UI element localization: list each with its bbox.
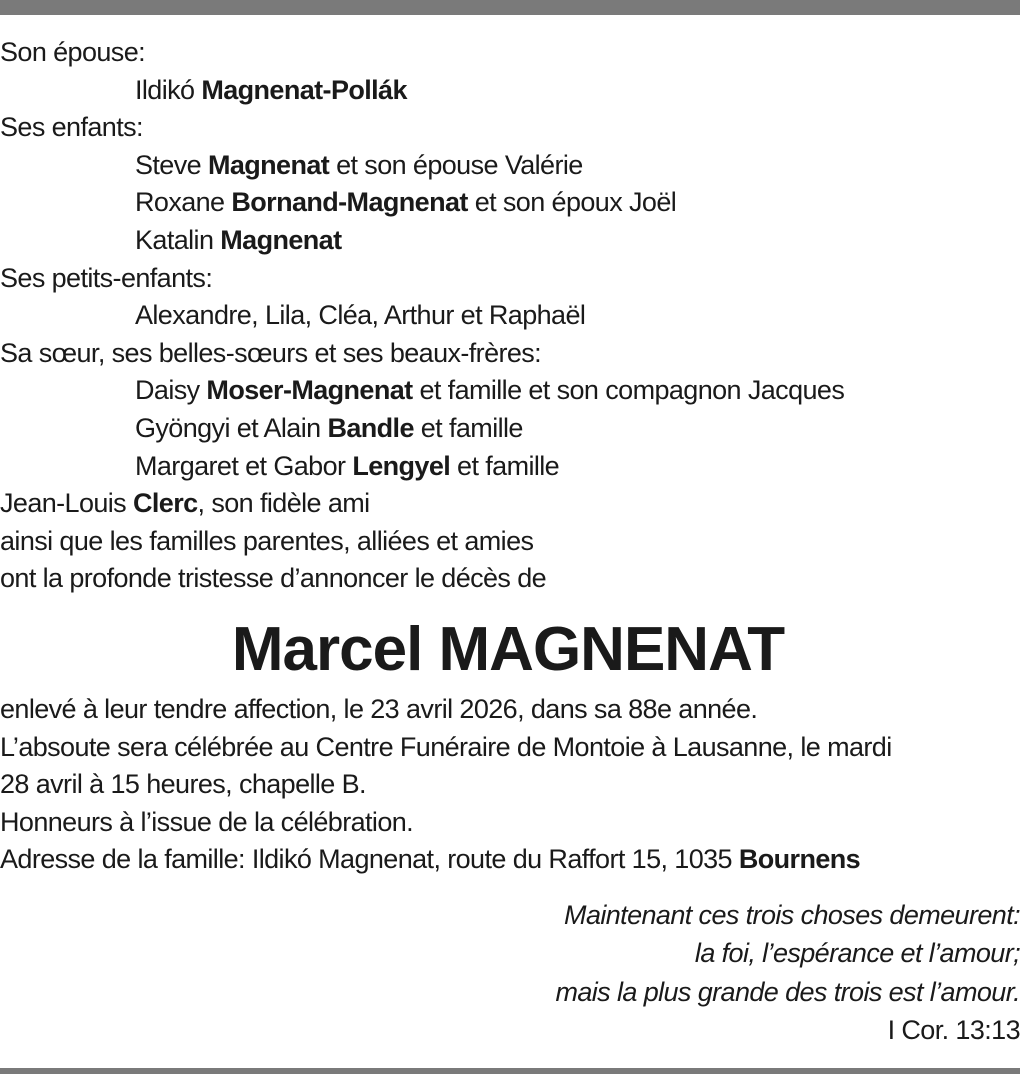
family-address [0, 841, 1020, 879]
child-last-name: Magnenat [220, 224, 342, 255]
families-line: ainsi que les familles parentes, alliées et amies [0, 525, 534, 556]
spouse-heading: Son épouse: [0, 37, 146, 67]
verse-line: Maintenant ces trois choses demeurent: [564, 899, 1020, 930]
deceased-name: Marcel MAGNENAT [231, 614, 785, 684]
sibling-rest: et famille [420, 412, 523, 443]
detail-line: 28 avril à 15 heures, chapelle B. [0, 769, 366, 800]
spouse-first-name: Ildikó [135, 74, 195, 105]
friend-rest: , son fidèle ami [197, 488, 370, 519]
verse-reference: I Cor. 13:13 [887, 1015, 1020, 1046]
child-last-name: Bornand-Magnenat [231, 187, 468, 218]
child-last-name: Magnenat [207, 149, 330, 180]
child-entry [0, 222, 1020, 260]
sibling-last-name: Bandle [327, 412, 414, 443]
child-rest: et son époux Joël [474, 187, 677, 218]
detail-line: L’absoute sera célébrée au Centre Funéraire de Montoie à Lausanne, le mardi [0, 731, 892, 762]
spouse-last-name: Magnenat-Pollák [201, 74, 407, 105]
sibling-rest: et famille [457, 450, 560, 481]
child-rest: et son épouse Valérie [336, 149, 583, 180]
child-entry [0, 184, 1020, 222]
address-text: Adresse de la famille: Ildikó Magnenat, route du Raffort 15, 1035 [0, 844, 732, 875]
siblings-heading: Sa sœur, ses belles-sœurs et ses beaux-frères: [0, 337, 542, 368]
verse-line: la foi, l’espérance et l’amour; [694, 938, 1020, 969]
sibling-entry [0, 372, 1020, 410]
child-entry [0, 147, 1020, 185]
friend-last-name: Clerc [133, 488, 198, 519]
grandchildren-heading: Ses petits-enfants: [0, 262, 213, 293]
friend-entry [0, 485, 1020, 523]
announcement-line: ont la profonde tristesse d’annoncer le décès de [0, 563, 547, 594]
death-notice [0, 34, 1020, 1050]
bottom-border-rule [0, 1068, 1020, 1074]
grandchildren-names: Alexandre, Lila, Cléa, Arthur et Raphaël [135, 300, 586, 331]
sibling-entry [0, 448, 1020, 486]
sibling-first-names: Gyöngyi et Alain [135, 412, 321, 443]
sibling-last-name: Moser-Magnenat [206, 375, 413, 406]
children-heading: Ses enfants: [0, 112, 143, 143]
address-town: Bournens [738, 844, 861, 875]
child-first-name: Steve [135, 149, 202, 180]
top-border-rule [0, 0, 1020, 15]
detail-line: enlevé à leur tendre affection, le 23 avril 2026, dans sa 88e année. [0, 693, 758, 724]
sibling-last-name: Lengyel [352, 450, 451, 481]
sibling-first-names: Daisy [135, 375, 200, 406]
verse-line: mais la plus grande des trois est l’amour. [555, 976, 1020, 1007]
child-first-name: Katalin [135, 224, 214, 255]
spouse-entry [0, 72, 1020, 110]
sibling-entry [0, 410, 1020, 448]
child-first-name: Roxane [135, 187, 225, 218]
sibling-rest: et famille et son compagnon Jacques [419, 375, 845, 406]
bible-verse [0, 896, 1020, 1050]
friend-first-name: Jean-Louis [0, 488, 127, 519]
sibling-first-names: Margaret et Gabor [135, 450, 346, 481]
detail-line: Honneurs à l’issue de la célébration. [0, 806, 414, 837]
